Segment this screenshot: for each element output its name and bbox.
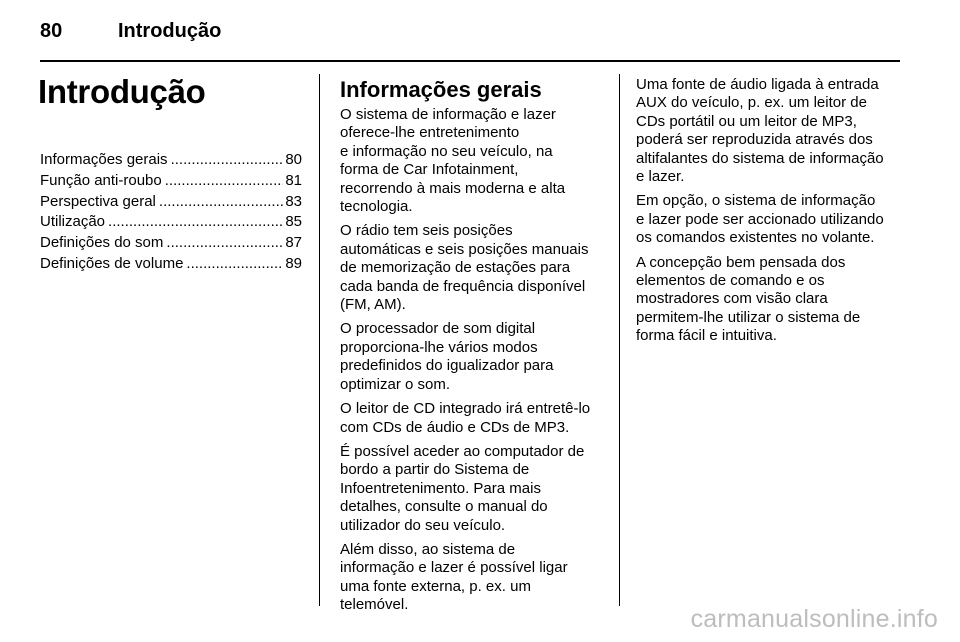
text-line: O rádio tem seis posições	[340, 222, 513, 240]
toc-leader-dots	[171, 150, 284, 170]
text-line: permitem-lhe utilizar o sistema de	[636, 308, 861, 326]
paragraph	[340, 400, 604, 437]
paragraph	[340, 443, 604, 535]
text-line: Uma fonte de áudio ligada à entrada	[636, 76, 879, 93]
toc-leader-dots	[159, 192, 283, 212]
toc-entry[interactable]	[40, 171, 302, 192]
toc-entry-label: Perspectiva geral	[40, 192, 156, 210]
toc-entry[interactable]	[40, 192, 302, 213]
page-number: 80	[40, 20, 63, 42]
toc-entry-page: 89	[285, 254, 302, 272]
text-line: (FM, AM).	[340, 296, 406, 314]
text-line: É possível aceder ao computador de	[340, 442, 585, 460]
text-line: Em opção, o sistema de informação	[636, 192, 876, 210]
text-line: Além disso, ao sistema de	[340, 540, 516, 558]
toc-entry-page: 87	[285, 234, 302, 252]
text-line: e lazer.	[636, 168, 685, 186]
text-line: Infoentretenimento. Para mais	[340, 479, 541, 497]
text-line: de memorização de estações para	[340, 259, 571, 277]
toc-entry-page: 83	[285, 192, 302, 210]
toc-entry-label: Definições de volume	[40, 254, 184, 272]
text-line: O leitor de CD integrado irá entretê-lo	[340, 400, 591, 418]
toc-entry-label: Função anti-roubo	[40, 171, 162, 189]
toc-entry[interactable]	[40, 233, 302, 254]
text-line: forma fácil e intuitiva.	[636, 327, 777, 345]
toc-entry-label: Informações gerais	[40, 151, 168, 168]
text-line: tecnologia.	[340, 198, 413, 216]
text-line: O sistema de informação e lazer	[340, 106, 556, 123]
toc-entry[interactable]	[40, 212, 302, 233]
section-title: Informações gerais	[340, 77, 542, 102]
text-line: altifalantes do sistema de informação	[636, 149, 884, 167]
chapter-title: Introdução	[38, 73, 206, 110]
text-line: os comandos existentes no volante.	[636, 229, 875, 247]
text-line: informação e lazer é possível ligar	[340, 559, 568, 577]
toc-entry-page: 85	[285, 213, 302, 231]
paragraph	[340, 222, 604, 314]
text-line: mostradores com visão clara	[636, 290, 828, 308]
text-line: poderá ser reproduzida através dos	[636, 131, 873, 149]
watermark: carmanualsonline.info	[690, 605, 938, 633]
text-line: utilizador do seu veículo.	[340, 516, 506, 534]
text-column-middle	[340, 76, 604, 621]
toc-leader-dots	[166, 233, 283, 253]
toc-leader-dots	[186, 254, 283, 274]
toc-leader-dots	[165, 171, 284, 191]
paragraph	[636, 76, 904, 186]
text-line: predefinidos do igualizador para	[340, 357, 554, 375]
text-line: forma de Car Infotainment,	[340, 161, 519, 179]
text-line: O processador de som digital	[340, 320, 536, 338]
column-divider	[619, 74, 620, 606]
header-rule	[40, 60, 900, 62]
text-line: automáticas e seis posições manuais	[340, 240, 589, 258]
column-divider	[319, 74, 320, 606]
running-title: Introdução	[118, 20, 222, 42]
paragraph	[636, 254, 904, 346]
text-line: proporciona-lhe vários modos	[340, 338, 538, 356]
toc-leader-dots	[108, 212, 283, 232]
text-line: e informação no seu veículo, na	[340, 142, 553, 160]
paragraph	[636, 192, 904, 247]
text-line: A concepção bem pensada dos	[636, 253, 846, 271]
text-line: oferece-lhe entretenimento	[340, 124, 520, 142]
text-line: optimizar o som.	[340, 375, 451, 393]
text-line: telemóvel.	[340, 596, 409, 614]
toc-entry-label: Definições do som	[40, 234, 164, 252]
text-line: AUX do veículo, p. ex. um leitor de	[636, 94, 867, 112]
text-line: recorrendo à mais moderna e alta	[340, 179, 566, 197]
text-line: uma fonte externa, p. ex. um	[340, 577, 531, 595]
table-of-contents	[40, 150, 302, 275]
paragraph	[340, 541, 604, 615]
toc-entry-page: 81	[285, 171, 302, 189]
toc-entry[interactable]	[40, 150, 302, 171]
toc-entry-page: 80	[285, 151, 302, 168]
paragraph	[340, 106, 604, 216]
text-line: CDs portátil ou um leitor de MP3,	[636, 112, 857, 130]
toc-entry-label: Utilização	[40, 213, 106, 231]
text-line: elementos de comando e os	[636, 272, 825, 290]
paragraph	[340, 320, 604, 394]
text-line: e lazer pode ser accionado utilizando	[636, 210, 884, 228]
text-line: detalhes, consulte o manual do	[340, 498, 548, 516]
toc-entry[interactable]	[40, 254, 302, 275]
text-line: bordo a partir do Sistema de	[340, 461, 530, 479]
text-column-right	[636, 76, 904, 352]
text-line: cada banda de frequência disponível	[340, 277, 586, 295]
text-line: com CDs de áudio e CDs de MP3.	[340, 418, 570, 436]
